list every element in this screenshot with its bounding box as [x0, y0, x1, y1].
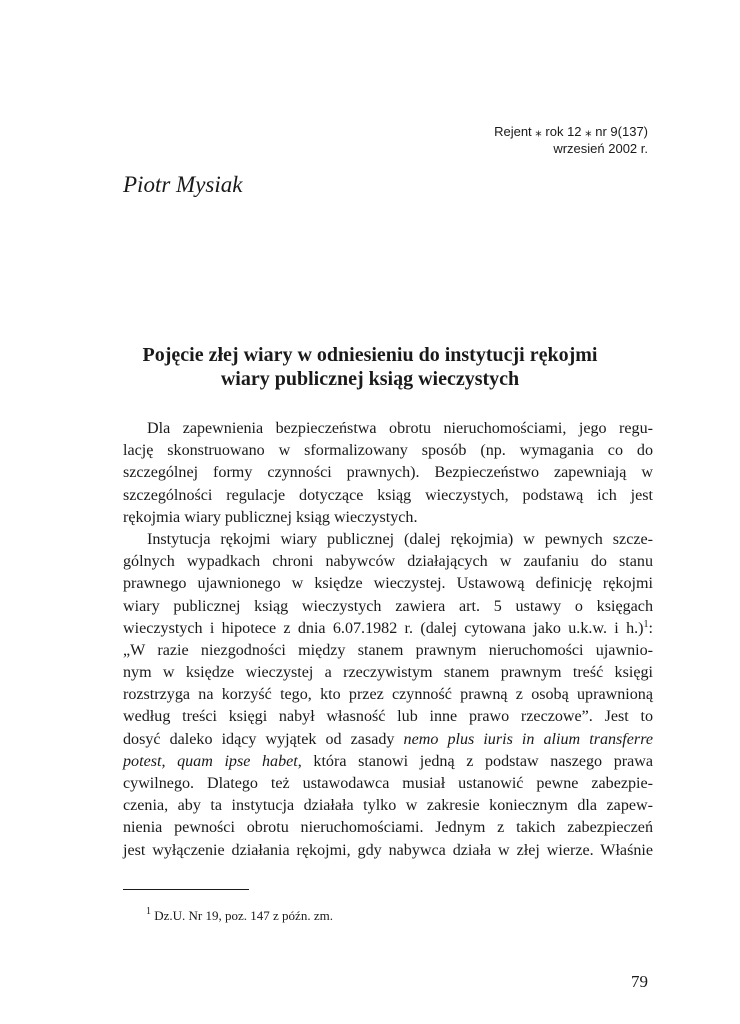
body-line-text: :: [648, 619, 653, 637]
body-line: cywilnego. Dlatego też ustawodawca musiał ustanowić pewne zabezpie-: [123, 775, 653, 792]
body-line: lację skonstruowano w sformalizowany sposób (np. wymagania co do: [123, 442, 653, 460]
body-line: nym w księdze wieczystej a rzeczywistym stanem prawnym treść księgi: [123, 664, 653, 682]
journal-issue: Rejent ⁎ rok 12 ⁎ nr 9(137): [494, 124, 648, 139]
body-line: [123, 751, 653, 773]
page-number: 79: [631, 972, 648, 991]
journal-header: [494, 123, 648, 157]
body-line: Instytucja rękojmi wiary publicznej (dalej rękojmia) w pewnych szcze-: [147, 530, 653, 548]
body-line: Dla zapewnienia bezpieczeństwa obrotu nieruchomościami, jego regu-: [147, 420, 653, 437]
author-name: Piotr Mysiak: [123, 172, 243, 197]
body-line: szczególnej formy czynności prawnych). Bezpieczeństwo zapewniają w: [123, 464, 653, 482]
body-line: wiary publicznej ksiąg wieczystych zawiera art. 5 ustawy o księgach: [123, 597, 653, 615]
latin-maxim: potest, quam ipse habet: [123, 752, 298, 770]
body-line: rozstrzyga na korzyść tego, kto przez czynność prawną z osobą uprawnioną: [123, 686, 653, 704]
latin-maxim: nemo plus iuris in alium transferre: [403, 730, 653, 748]
body-line: prawnego ujawnionego w księdze wieczystej. Ustawową definicję rękojmi: [123, 575, 653, 593]
article-title: [100, 343, 640, 391]
footnote-text: Dz.U. Nr 19, poz. 147 z późn. zm.: [154, 908, 333, 923]
body-line: [123, 618, 653, 640]
body-line-text: wieczystych i hipotece z dnia 6.07.1982 r. (dalej cytowana jako u.k.w. i h.): [123, 619, 644, 637]
footnote: [146, 908, 333, 924]
footnote-number: 1: [146, 906, 151, 917]
article-body: [123, 418, 653, 862]
body-line: „W razie niezgodności między stanem prawnym nieruchomości ujawnio-: [123, 641, 653, 659]
body-line: według treści księgi nabył własność lub inne prawo rzeczowe”. Jest to: [123, 708, 653, 726]
article-title-line-1: Pojęcie złej wiary w odniesieniu do instytucji rękojmi: [142, 344, 598, 366]
article-title-line-2: wiary publicznej ksiąg wieczystych: [220, 368, 520, 390]
footnote-divider: [123, 889, 249, 890]
body-line-text: dosyć daleko idący wyjątek od zasady: [123, 730, 404, 748]
journal-date: wrzesień 2002 r.: [553, 141, 648, 156]
body-line: jest wyłączenie działania rękojmi, gdy nabywca działa w złej wierze. Właśnie: [123, 841, 653, 859]
body-line: czenia, aby ta instytucja działała tylko w zakresie koniecznym dla zapew-: [123, 797, 653, 815]
body-line: rękojmia wiary publicznej ksiąg wieczystych.: [123, 508, 418, 526]
footnote-reference: 1: [643, 618, 649, 630]
body-line: szczególności regulacje dotyczące ksiąg wieczystych, podstawą ich jest: [123, 486, 653, 504]
body-line: gólnych wypadkach chroni nabywców działających w zaufaniu do stanu: [123, 553, 653, 571]
body-line: nienia pewności obrotu nieruchomościami. Jednym z takich zabezpieczeń: [123, 819, 653, 837]
body-line-text: , która stanowi jedną z podstaw naszego prawa: [297, 752, 654, 770]
body-line: [123, 729, 653, 751]
